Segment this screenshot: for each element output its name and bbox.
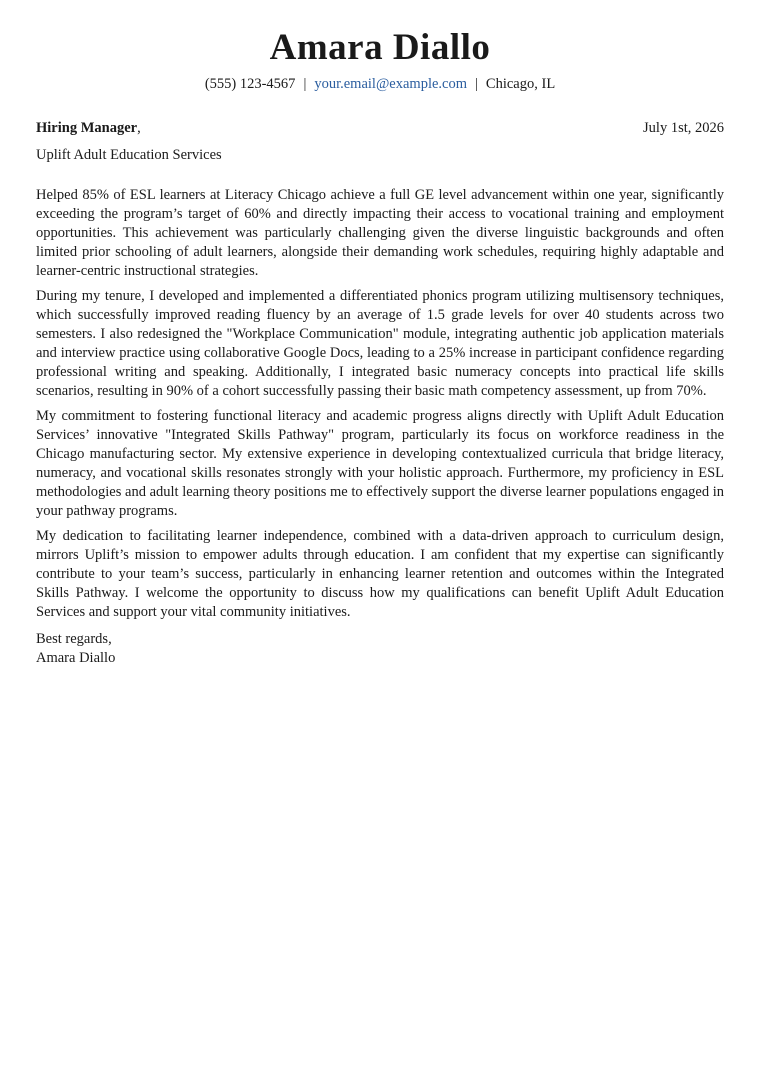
closing-block: [36, 630, 724, 668]
recipient-comma: ,: [137, 120, 141, 136]
location: Chicago, IL: [485, 76, 556, 92]
recipient-name: Hiring Manager: [36, 120, 138, 136]
body-paragraph: My dedication to facilitating learner independence, combined with a data-driven approach to curriculum design, mirrors Uplift’s mission to empower adults through education. I am confident that my expertise can significantly contribute to your team’s success, particularly in enhancing learner retention and outcomes within the Integrated Skills Pathway. I welcome the opportunity to discuss how my qualifications can benefit Uplift Adult Education Services and support your vital community initiatives.: [36, 528, 724, 620]
letter-body: [36, 186, 724, 622]
body-paragraph: Helped 85% of ESL learners at Literacy Chicago achieve a full GE level advancement within one year, significantly exceeding the program’s target of 60% and directly impacting their access to vocational training and employment opportunities. This achievement was particularly challenging given the diverse linguistic backgrounds and often limited prior schooling of adult learners, alongside their demanding work schedules, requiring highly adaptable and learner-centric instructional strategies.: [36, 187, 724, 279]
contact-line: [36, 74, 724, 94]
contact-separator: |: [475, 76, 478, 92]
company-name: Uplift Adult Education Services: [36, 147, 222, 163]
email-link[interactable]: your.email@example.com: [314, 76, 468, 92]
signature-name: Amara Diallo: [36, 650, 116, 666]
applicant-name: Amara Diallo: [269, 27, 491, 68]
phone-number: (555) 123-4567: [204, 76, 296, 92]
body-paragraph: My commitment to fostering functional literacy and academic progress aligns directly with Uplift Adult Education Services’ innovative "Integrated Skills Pathway" program, particularly its focus on workforce readiness in the Chicago manufacturing sector. My extensive experience in developing contextualized curricula that bridge literacy, numeracy, and vocational skills resonates strongly with your holistic approach. Furthermore, my proficiency in ESL methodologies and adult learning theory positions me to effectively support the diverse learner populations engaged in your pathway programs.: [36, 408, 724, 519]
recipient-line: [36, 119, 141, 138]
address-row: [36, 119, 724, 138]
contact-separator: |: [303, 76, 307, 92]
closing-salutation: Best regards,: [36, 631, 112, 647]
letter-date: July 1st, 2026: [643, 120, 724, 136]
body-paragraph: During my tenure, I developed and implemented a differentiated phonics program utilizing multisensory techniques, which successfully improved reading fluency by an average of 1.5 grade levels for over 40 students across two semesters. I also redesigned the "Workplace Communication" module, integrating authentic job application materials and interview practice using collaborative Google Docs, leading to a 25% increase in participant confidence regarding professional writing and speaking. Additionally, I integrated basic numeracy concepts into practical life skills scenarios, resulting in 90% of a cohort successfully passing their basic math competency assessment, up from 70%.: [36, 288, 724, 399]
